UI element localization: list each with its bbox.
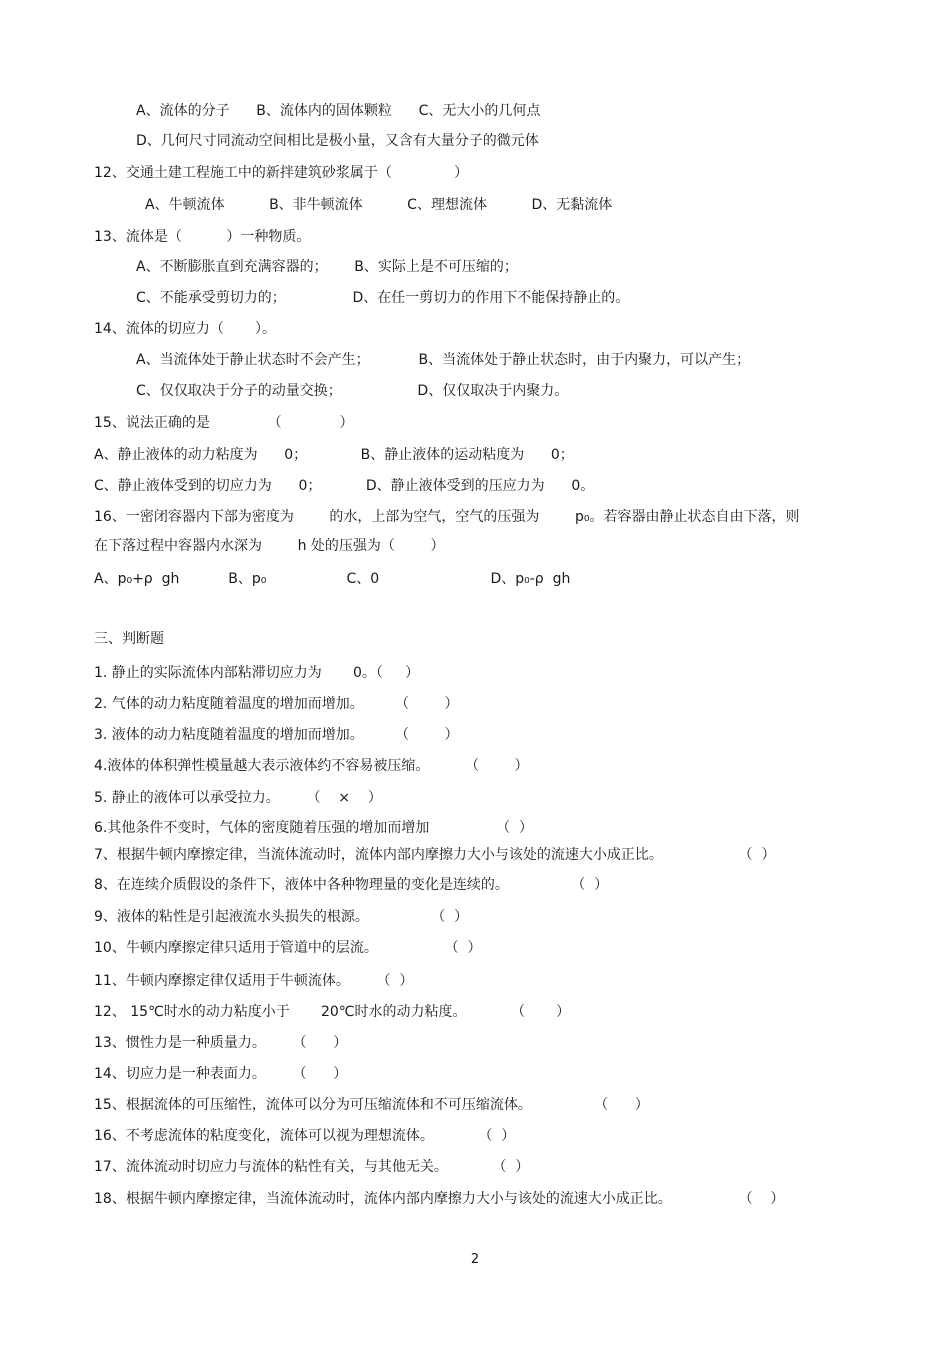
q16-stem-line1: 16、一密闭容器内下部为密度为 的水，上部为空气，空气的压强为 p₀。若容器由静止状态自由下落，则 [94, 509, 800, 525]
q16-stem-line2: 在下落过程中容器内水深为 h 处的压强为（ ） [94, 538, 445, 554]
tf-10: 10、牛顿内摩擦定律只适用于管道中的层流。 （ ） [94, 940, 482, 956]
tf-12: 12、 15℃时水的动力粘度小于 20℃时水的动力粘度。 （ ） [94, 1004, 571, 1020]
q14-options-ab: A、当流体处于静止状态时不会产生； B、当流体处于静止状态时，由于内聚力，可以产生； [136, 352, 751, 368]
q13-options-cd: C、不能承受剪切力的； D、在任一剪切力的作用下不能保持静止的。 [136, 290, 630, 306]
tf-3: 3. 液体的动力粘度随着温度的增加而增加。 （ ） [94, 727, 459, 743]
tf-8: 8、在连续介质假设的条件下，液体中各种物理量的变化是连续的。 （ ） [94, 877, 609, 893]
section-heading: 三、判断题 [94, 631, 164, 647]
tf-1: 1. 静止的实际流体内部粘滞切应力为 0。（ ） [94, 665, 420, 681]
q15-stem: 15、说法正确的是 （ ） [94, 415, 354, 431]
tf-13: 13、惯性力是一种质量力。 （ ） [94, 1035, 348, 1051]
tf-9: 9、液体的粘性是引起液流水头损失的根源。 （ ） [94, 909, 469, 925]
q13-stem: 13、流体是（ ）一种物质。 [94, 229, 311, 245]
tf-16: 16、不考虑流体的粘度变化，流体可以视为理想流体。 （ ） [94, 1128, 516, 1144]
page-number: 2 [470, 1252, 480, 1267]
q16-options: A、p₀+ρ gh B、p₀ C、0 D、p₀-ρ gh [94, 571, 571, 587]
tf-6: 6.其他条件不变时，气体的密度随着压强的增加而增加 （ ） [94, 820, 534, 836]
tf-7: 7、根据牛顿内摩擦定律，当流体流动时，流体内部内摩擦力大小与该处的流速大小成正比。 （ ） [94, 847, 776, 863]
q12-stem: 12、交通土建工程施工中的新拌建筑砂浆属于（ ） [94, 165, 469, 181]
q15-options-cd: C、静止液体受到的切应力为 0； D、静止液体受到的压应力为 0。 [94, 478, 595, 494]
tf-14: 14、切应力是一种表面力。 （ ） [94, 1066, 348, 1082]
q12-options: A、牛顿流体 B、非牛顿流体 C、理想流体 D、无黏流体 [145, 197, 613, 213]
tf-4: 4.液体的体积弹性模量越大表示液体约不容易被压缩。 （ ） [94, 758, 529, 774]
q15-options-ab: A、静止液体的动力粘度为 0； B、静止液体的运动粘度为 0； [94, 447, 574, 463]
tf-11: 11、牛顿内摩擦定律仅适用于牛顿流体。 （ ） [94, 973, 414, 989]
tf-18: 18、根据牛顿内摩擦定律，当流体流动时，流体内部内摩擦力大小与该处的流速大小成正比。 （ ） [94, 1191, 785, 1207]
tf-15: 15、根据流体的可压缩性，流体可以分为可压缩流体和不可压缩流体。 （ ） [94, 1097, 649, 1113]
tf-17: 17、流体流动时切应力与流体的粘性有关，与其他无关。 （ ） [94, 1159, 530, 1175]
q14-stem: 14、流体的切应力（ ）。 [94, 321, 276, 337]
q13-options-ab: A、不断膨胀直到充满容器的； B、实际上是不可压缩的； [136, 259, 518, 275]
tf-5: 5. 静止的液体可以承受拉力。 （ × ） [94, 790, 382, 806]
q11-options-abc: A、流体的分子 B、流体内的固体颗粒 C、无大小的几何点 [136, 103, 541, 119]
q11-option-d: D、几何尺寸同流动空间相比是极小量，又含有大量分子的微元体 [136, 133, 539, 149]
tf-2: 2. 气体的动力粘度随着温度的增加而增加。 （ ） [94, 696, 459, 712]
q14-options-cd: C、仅仅取决于分子的动量交换； D、仅仅取决于内聚力。 [136, 383, 569, 399]
